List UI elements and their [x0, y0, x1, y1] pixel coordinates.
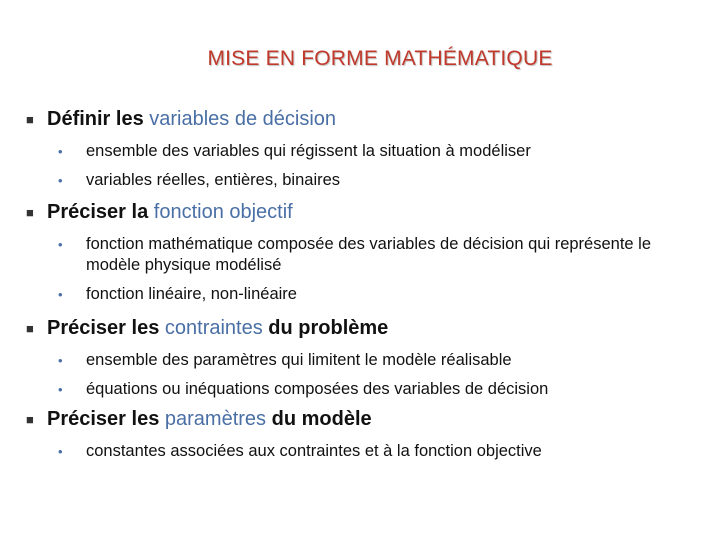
- list-item: • ensemble des variables qui régissent la situation à modéliser: [58, 142, 531, 160]
- heading-highlight: paramètres: [164, 408, 267, 430]
- list-item: • ensemble des paramètres qui limitent le modèle réalisable: [58, 351, 512, 369]
- square-bullet-icon: ■: [26, 321, 34, 336]
- square-bullet-icon: ■: [26, 412, 34, 427]
- list-item: • variables réelles, entières, binaires: [58, 171, 341, 189]
- heading-text: Préciser les: [47, 408, 160, 430]
- section-variables: [26, 108, 700, 199]
- list-item: • fonction linéaire, non-linéaire: [58, 285, 297, 303]
- section-heading: [26, 408, 700, 431]
- heading-text-tail: du problème: [268, 317, 389, 339]
- section-heading: [26, 108, 700, 131]
- heading-text: Préciser les: [47, 317, 160, 339]
- section-parameters: [26, 408, 700, 470]
- square-bullet-icon: ■: [26, 205, 34, 220]
- list-item: • fonction mathématique composée des variables de décision qui représente le modèle physique modélisé: [58, 235, 652, 274]
- section-heading: [26, 317, 700, 340]
- list-item: • équations ou inéquations composées des variables de décision: [58, 380, 549, 398]
- bullet-icon: •: [58, 353, 63, 368]
- bullet-icon: •: [58, 287, 63, 302]
- heading-text: Préciser la: [47, 201, 149, 223]
- section-objective: [26, 201, 700, 313]
- heading-text-tail: du modèle: [271, 408, 372, 430]
- bullet-icon: •: [58, 444, 63, 459]
- heading-highlight: contraintes: [164, 317, 263, 339]
- square-bullet-icon: ■: [26, 112, 34, 127]
- section-constraints: [26, 317, 700, 408]
- heading-highlight: fonction objectif: [153, 201, 293, 223]
- section-heading: [26, 201, 700, 224]
- bullet-icon: •: [58, 144, 63, 159]
- heading-highlight: variables de décision: [149, 108, 337, 130]
- list-item: • constantes associées aux contraintes et à la fonction objective: [58, 442, 542, 460]
- bullet-icon: •: [58, 173, 63, 188]
- bullet-icon: •: [58, 237, 63, 252]
- slide-title: MISE EN FORME MATHÉMATIQUE: [207, 47, 553, 70]
- heading-text: Définir les: [47, 108, 144, 130]
- bullet-icon: •: [58, 382, 63, 397]
